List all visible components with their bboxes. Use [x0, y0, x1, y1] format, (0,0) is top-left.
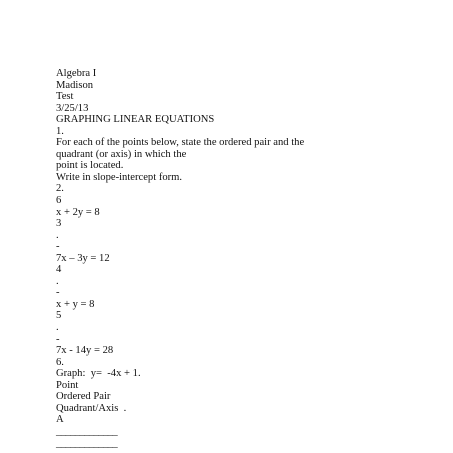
question-number: 2. — [56, 183, 64, 195]
equation: x + 2y = 8 — [56, 206, 100, 218]
instruction-line: point is located. — [56, 160, 124, 172]
question-number: 4 — [56, 264, 62, 276]
punctuation-line: . — [56, 322, 59, 334]
answer-blank: _____________ — [56, 425, 118, 437]
document-heading: GRAPHING LINEAR EQUATIONS — [56, 114, 215, 126]
document-date: 3/25/13 — [56, 102, 89, 114]
instruction-line: Write in slope-intercept form. — [56, 171, 183, 183]
equation: x + y = 8 — [56, 298, 95, 310]
answer-blank: _____________ — [56, 437, 118, 449]
punctuation-line: - — [56, 241, 60, 253]
course-name: Algebra I — [56, 68, 97, 79]
graph-instruction: Graph: y= -4x + 1. — [56, 368, 141, 380]
question-number: 6 — [56, 195, 62, 207]
teacher-name: Madison — [56, 79, 94, 91]
instruction-line: quadrant (or axis) in which the — [56, 148, 187, 160]
punctuation-line: - — [56, 287, 60, 299]
table-header-point: Point — [56, 379, 79, 391]
worksheet-text — [56, 68, 446, 449]
question-number: 5 — [56, 310, 62, 322]
instruction-line: For each of the points below, state the ordered pair and the — [56, 137, 305, 149]
punctuation-line: . — [56, 229, 59, 241]
punctuation-line: . — [56, 275, 59, 287]
document-type: Test — [56, 91, 74, 103]
punctuation-line: - — [56, 333, 60, 345]
question-number: 3 — [56, 218, 62, 230]
question-number: 1. — [56, 125, 64, 137]
equation: 7x – 3y = 12 — [56, 252, 110, 264]
equation: 7x - 14y = 28 — [56, 345, 114, 357]
point-label: A — [56, 414, 64, 426]
question-number: 6. — [56, 356, 64, 368]
table-header-ordered-pair: Ordered Pair — [56, 391, 111, 403]
table-header-quadrant: Quadrant/Axis . — [56, 402, 127, 414]
